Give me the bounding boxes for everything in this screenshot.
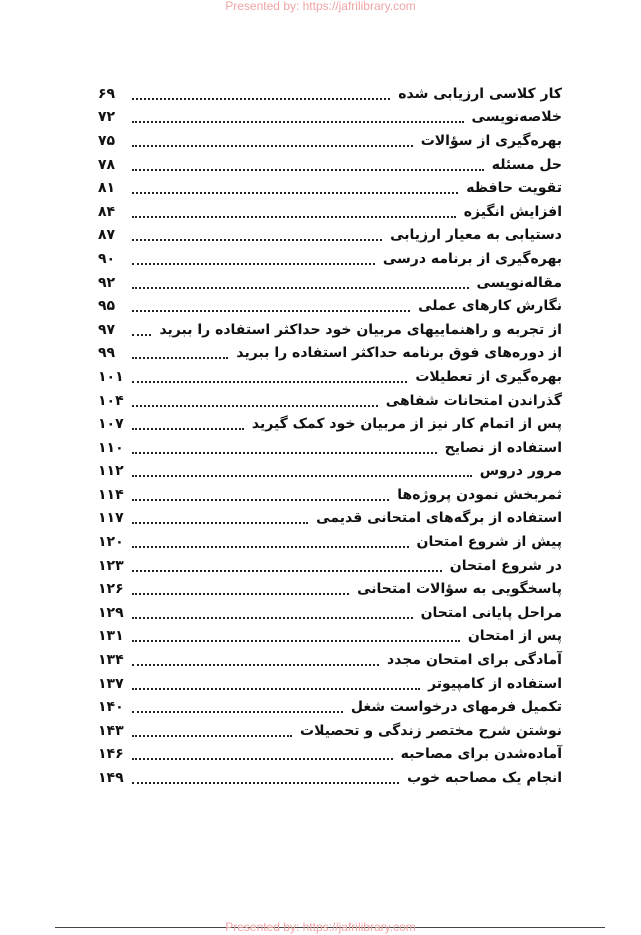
toc-leader-dots (132, 782, 399, 784)
table-of-contents (98, 82, 562, 790)
toc-row (98, 412, 562, 436)
toc-row (98, 82, 562, 106)
toc-page-number: ۱۲۰ (98, 534, 124, 551)
toc-leader-dots (132, 357, 228, 359)
toc-page-number: ۸۴ (98, 203, 116, 220)
toc-page-number: ۷۸ (98, 156, 116, 173)
toc-leader-dots (132, 711, 343, 713)
toc-page-number: ۱۳۷ (98, 675, 124, 692)
toc-entry-title: خلاصه‌نویسی (468, 109, 562, 125)
toc-entry-title: کار کلاسی ارزیابی شده (394, 86, 562, 102)
toc-row (98, 200, 562, 224)
toc-leader-dots (132, 546, 409, 548)
toc-page-number: ۱۰۷ (98, 416, 124, 433)
toc-entry-title: نگارش کارهای عملی (414, 298, 562, 314)
toc-row (98, 695, 562, 719)
toc-leader-dots (132, 239, 382, 241)
toc-row (98, 247, 562, 271)
toc-page-number: ۱۱۰ (98, 439, 124, 456)
toc-page-number: ۱۴۶ (98, 746, 124, 763)
toc-leader-dots (132, 310, 410, 312)
toc-entry-title: از دوره‌های فوق برنامه حداکثر استفاده را ببرید (232, 345, 562, 361)
toc-row (98, 530, 562, 554)
toc-row (98, 719, 562, 743)
toc-row (98, 577, 562, 601)
toc-page-number: ۱۴۰ (98, 699, 124, 716)
toc-leader-dots (132, 735, 292, 737)
toc-row (98, 672, 562, 696)
toc-entry-title: پاسخگویی به سؤالات امتحانی (353, 581, 562, 597)
toc-entry-title: افزایش انگیزه (460, 204, 562, 220)
toc-row (98, 554, 562, 578)
toc-leader-dots (132, 475, 472, 477)
toc-row (98, 507, 562, 531)
toc-entry-title: بهره‌گیری از برنامه درسی (379, 251, 562, 267)
toc-row (98, 460, 562, 484)
toc-entry-title: تقویت حافظه (462, 180, 562, 196)
toc-leader-dots (132, 98, 390, 100)
toc-entry-title: پس از امتحان (464, 628, 562, 644)
toc-leader-dots (132, 381, 407, 383)
toc-page-number: ۸۷ (98, 227, 116, 244)
toc-entry-title: مقاله‌نویسی (473, 275, 562, 291)
watermark-top: Presented by: https://jafrilibrary.com (225, 0, 416, 13)
toc-row (98, 224, 562, 248)
toc-entry-title: ثمربخش نمودن پروژه‌ها (393, 487, 562, 503)
toc-leader-dots (132, 428, 244, 430)
toc-row (98, 436, 562, 460)
toc-entry-title: انجام یک مصاحبه خوب (403, 770, 562, 786)
toc-row (98, 766, 562, 790)
toc-entry-title: پیش از شروع امتحان (413, 534, 562, 550)
toc-entry-title: بهره‌گیری از سؤالات (417, 133, 562, 149)
toc-entry-title: بهره‌گیری از تعطیلات (411, 369, 562, 385)
toc-page-number: ۱۰۴ (98, 392, 124, 409)
toc-leader-dots (132, 263, 375, 265)
toc-leader-dots (132, 522, 308, 524)
toc-leader-dots (132, 216, 456, 218)
toc-leader-dots (132, 499, 389, 501)
toc-row (98, 743, 562, 767)
toc-row (98, 106, 562, 130)
toc-row (98, 318, 562, 342)
toc-row (98, 294, 562, 318)
toc-page-number: ۱۳۱ (98, 628, 124, 645)
toc-leader-dots (132, 570, 442, 572)
toc-page-number: ۷۲ (98, 109, 116, 126)
toc-entry-title: از تجربه و راهنماییهای مربیان خود حداکثر استفاده را ببرید (155, 322, 562, 338)
toc-page-number: ۱۱۲ (98, 463, 124, 480)
toc-entry-title: نوشتن شرح مختصر زندگی و تحصیلات (296, 723, 562, 739)
toc-row (98, 389, 562, 413)
toc-entry-title: تکمیل فرمهای درخواست شغل (347, 699, 562, 715)
toc-entry-title: حل مسئله (488, 157, 562, 173)
toc-page-number: ۱۲۳ (98, 557, 124, 574)
toc-entry-title: مرور دروس (476, 463, 562, 479)
toc-page-number: ۹۲ (98, 274, 116, 291)
toc-leader-dots (132, 617, 413, 619)
toc-row (98, 625, 562, 649)
toc-page-number: ۷۵ (98, 132, 116, 149)
toc-page-number: ۱۴۹ (98, 770, 124, 787)
toc-row (98, 342, 562, 366)
toc-leader-dots (132, 593, 349, 595)
toc-row (98, 153, 562, 177)
toc-page-number: ۱۲۹ (98, 604, 124, 621)
toc-page-number: ۹۹ (98, 345, 116, 362)
watermark-bottom: Presented by: https://jafrilibrary.com (225, 920, 416, 934)
toc-leader-dots (132, 145, 413, 147)
toc-page-number: ۸۱ (98, 180, 116, 197)
toc-page-number: ۹۷ (98, 321, 116, 338)
toc-entry-title: آماده‌شدن برای مصاحبه (397, 746, 562, 762)
toc-row (98, 176, 562, 200)
toc-leader-dots (132, 169, 484, 171)
toc-leader-dots (132, 405, 378, 407)
toc-page-number: ۱۱۷ (98, 510, 124, 527)
toc-entry-title: آمادگی برای امتحان مجدد (383, 652, 562, 668)
toc-page-number: ۱۰۱ (98, 368, 124, 385)
toc-row (98, 365, 562, 389)
toc-entry-title: استفاده از برگه‌های امتحانی قدیمی (312, 510, 562, 526)
toc-entry-title: در شروع امتحان (446, 558, 562, 574)
toc-leader-dots (132, 121, 464, 123)
toc-leader-dots (132, 664, 379, 666)
toc-leader-dots (132, 334, 151, 336)
toc-entry-title: استفاده از نصایح (441, 440, 562, 456)
toc-row (98, 648, 562, 672)
toc-row (98, 271, 562, 295)
toc-entry-title: دستیابی به معیار ارزیابی (386, 227, 562, 243)
toc-leader-dots (132, 688, 420, 690)
toc-page-number: ۱۲۶ (98, 581, 124, 598)
toc-entry-title: گذراندن امتحانات شفاهی (382, 393, 562, 409)
toc-row (98, 129, 562, 153)
toc-leader-dots (132, 287, 469, 289)
toc-entry-title: مراحل پایانی امتحان (417, 605, 562, 621)
toc-row (98, 601, 562, 625)
toc-page-number: ۶۹ (98, 85, 116, 102)
toc-leader-dots (132, 452, 437, 454)
toc-leader-dots (132, 192, 458, 194)
toc-page-number: ۱۱۴ (98, 486, 124, 503)
toc-leader-dots (132, 640, 460, 642)
toc-leader-dots (132, 758, 393, 760)
toc-entry-title: پس از اتمام کار نیز از مربیان خود کمک گیرید (248, 416, 562, 432)
toc-entry-title: استفاده از کامپیوتر (424, 676, 562, 692)
toc-row (98, 483, 562, 507)
toc-page-number: ۹۵ (98, 298, 116, 315)
toc-page-number: ۱۳۴ (98, 652, 124, 669)
toc-page-number: ۱۴۳ (98, 722, 124, 739)
toc-page-number: ۹۰ (98, 250, 116, 267)
